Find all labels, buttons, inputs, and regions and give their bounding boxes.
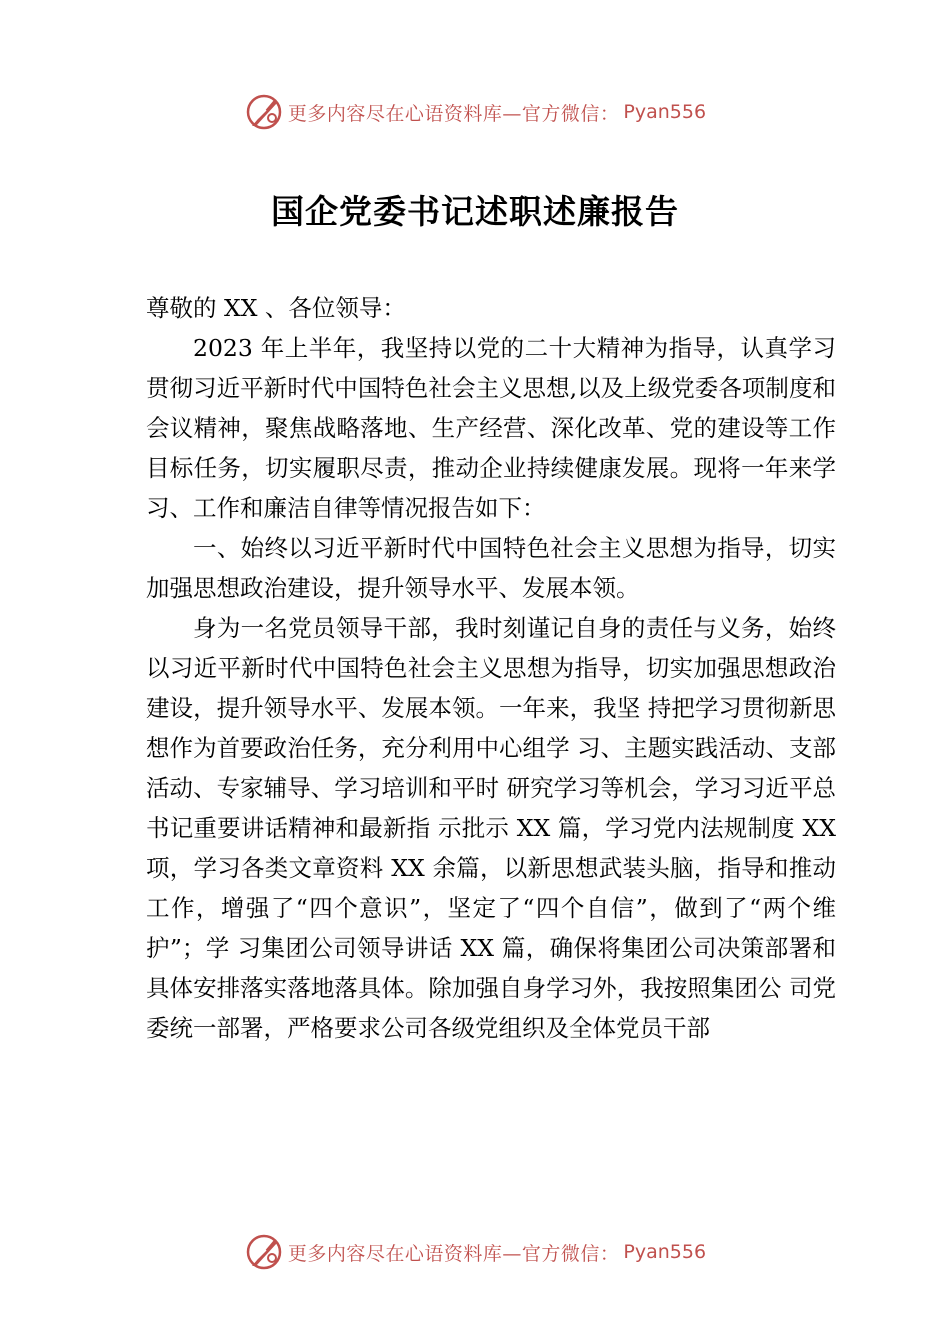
quill-pen-icon — [244, 92, 284, 132]
header-banner-text: 更多内容尽在心语资料库—官方微信： — [287, 102, 620, 125]
footer-banner-text: 更多内容尽在心语资料库—官方微信： — [287, 1242, 620, 1265]
salutation: 尊敬的 XX 、各位领导： — [146, 294, 406, 322]
paragraph: 2023 年上半年，我坚持以党的二十大精神为指导，认真学习贯彻习近平新时代中国特色社会主义思想,以及上级党委各项制度和会议精神，聚焦战略落地、生产经营、深化改革、党的建设等工作目标任务，切实履职尽责，推动企业持续健康发展。现将一年来学习、工作和廉洁自律等情况报告如下： — [146, 334, 836, 522]
header-banner — [0, 90, 950, 134]
header-wechat-id: Pyan556 — [623, 101, 707, 123]
footer-banner — [0, 1230, 950, 1274]
footer-wechat-id: Pyan556 — [623, 1241, 707, 1263]
document-title: 国企党委书记述职述廉报告 — [271, 192, 679, 231]
paragraph: 身为一名党员领导干部，我时刻谨记自身的责任与义务，始终以习近平新时代中国特色社会主义思想为指导，切实加强思想政治建设，提升领导水平、发展本领。一年来，我坚 持把学习贯彻新思想作为首要政治任务，充分利用中心组学 习、主题实践活动、支部活动、专家辅导、学习培训和平时 研究学习等机会，学习习近平总书记重要讲话精神和最新指 示批示 XX 篇，学习党内法规制度 XX 项，学习各类文章资料 XX 余篇，以新思想武装头脑，指导和推动工作，增强了“四个意识”，坚定了“四个自信”，做到了“两个维护”；学 习集团公司领导讲话 XX 篇，确保将集团公司决策部署和具体安排落实落地落具体。除加强自身学习外，我按照集团公 司党委统一部署，严格要求公司各级党组织及全体党员干部 — [146, 614, 836, 1042]
section-heading: 一、始终以习近平新时代中国特色社会主义思想为指导，切实加强思想政治建设，提升领导水平、发展本领。 — [146, 534, 836, 602]
document-body — [146, 288, 836, 1048]
quill-pen-icon — [244, 1232, 284, 1272]
